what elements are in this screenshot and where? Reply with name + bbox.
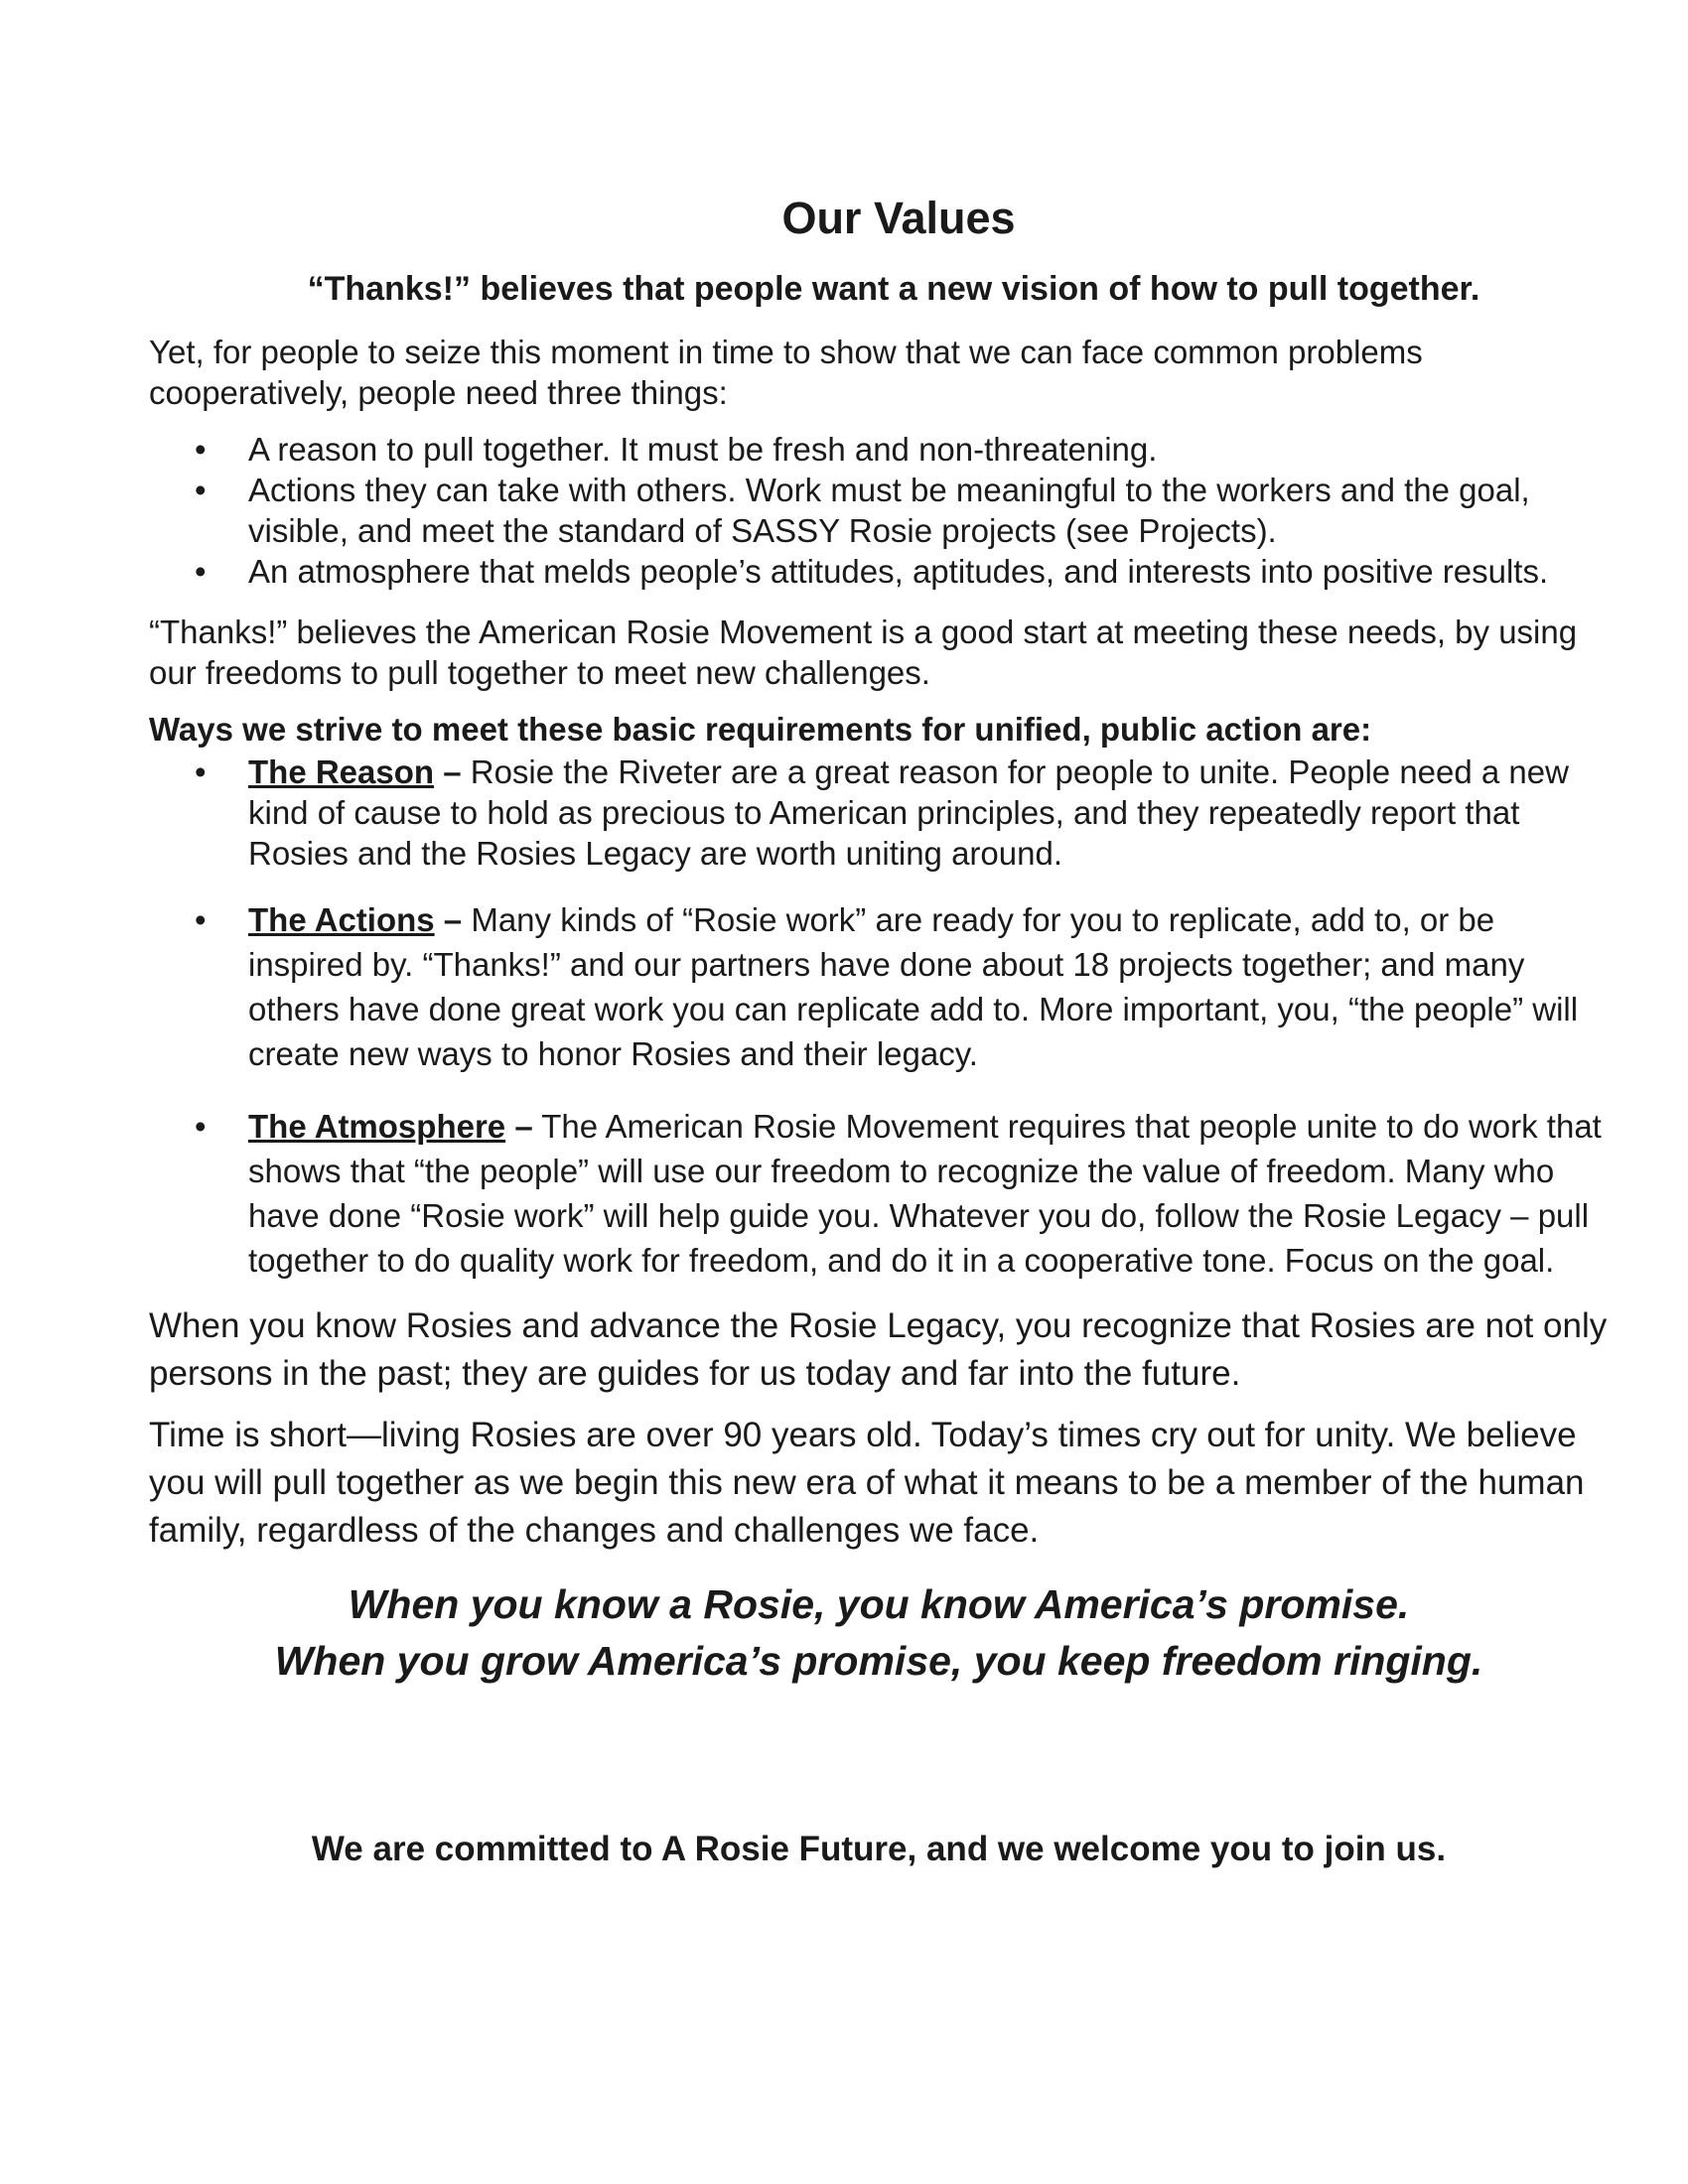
bullet-icon: • — [195, 753, 207, 790]
dash-separator: – — [514, 1108, 533, 1145]
bullet-icon: • — [195, 472, 207, 508]
dash-separator: – — [443, 753, 462, 790]
intro-paragraph: Yet, for people to seize this moment in time to show that we can face common problems cooperatively, people need three things: — [149, 334, 1423, 411]
bullet-icon: • — [195, 1108, 207, 1145]
list-item-atmosphere — [149, 1104, 1609, 1283]
term-label: The Atmosphere — [248, 1108, 506, 1145]
term-label: The Reason — [248, 753, 435, 790]
future-paragraph: When you know Rosies and advance the Rosie Legacy, you recognize that Rosies are not only persons in the past; they are guides for us today and far into the future. — [149, 1306, 1608, 1393]
subtitle: “Thanks!” believes that people want a new vision of how to pull together. — [307, 270, 1480, 308]
bullet-icon: • — [195, 553, 207, 590]
page-title: Our Values — [781, 193, 1016, 243]
list-item-text: Many kinds of “Rosie work” are ready for you to replicate, add to, or be inspired by. “Thanks!” and our partners have done about 18 projects together; and many others have done great work you can replicate add to. More important, you, “the people” will create new ways to honor Rosies and their legacy. — [248, 901, 1579, 1072]
commitment-statement: We are committed to A Rosie Future, and we welcome you to join us. — [311, 1830, 1447, 1868]
slogan-line: When you grow America’s promise, you keep freedom ringing. — [274, 1638, 1483, 1684]
bullet-icon: • — [195, 431, 207, 468]
needs-list — [149, 429, 1609, 592]
slogan — [149, 1576, 1609, 1690]
list-item — [149, 429, 1609, 470]
term-label: The Actions — [248, 901, 435, 938]
list-item-text: Actions they can take with others. Work must be meaningful to the workers and the goal, visible, and meet the standard of SASSY Rosie projects (see Projects). — [248, 472, 1530, 549]
list-item-reason — [149, 751, 1609, 874]
ways-list — [149, 751, 1609, 1283]
list-item-text: An atmosphere that melds people’s attitudes, aptitudes, and interests into positive results. — [248, 553, 1549, 590]
time-paragraph: Time is short—living Rosies are over 90 years old. Today’s times cry out for unity. We believe you will pull together as we begin this new era of what it means to be a member of the human family, regardless of the changes and challenges we face. — [149, 1416, 1585, 1550]
list-item-text: The American Rosie Movement requires that people unite to do work that shows that “the people” will use our freedom to recognize the value of freedom. Many who have done “Rosie work” will help guide you. Whatever you do, follow the Rosie Legacy – pull together to do quality work for freedom, and do it in a cooperative tone. Focus on the goal. — [248, 1108, 1602, 1279]
list-item-actions — [149, 897, 1609, 1076]
document-page — [149, 189, 1609, 1872]
list-item — [149, 551, 1609, 592]
belief-paragraph: “Thanks!” believes the American Rosie Movement is a good start at meeting these needs, by using our freedoms to pull together to meet new challenges. — [149, 614, 1578, 691]
list-item — [149, 470, 1609, 551]
bullet-icon: • — [195, 901, 207, 938]
list-item-text: Rosie the Riveter are a great reason for people to unite. People need a new kind of cause to hold as precious to American principles, and they repeatedly report that Rosies and the Rosies Legacy are worth uniting around. — [248, 753, 1569, 872]
slogan-line: When you know a Rosie, you know America’s promise. — [348, 1581, 1410, 1627]
list-item-text: A reason to pull together. It must be fresh and non-threatening. — [248, 431, 1158, 468]
ways-heading: Ways we strive to meet these basic requirements for unified, public action are: — [149, 711, 1372, 748]
dash-separator: – — [443, 901, 463, 938]
